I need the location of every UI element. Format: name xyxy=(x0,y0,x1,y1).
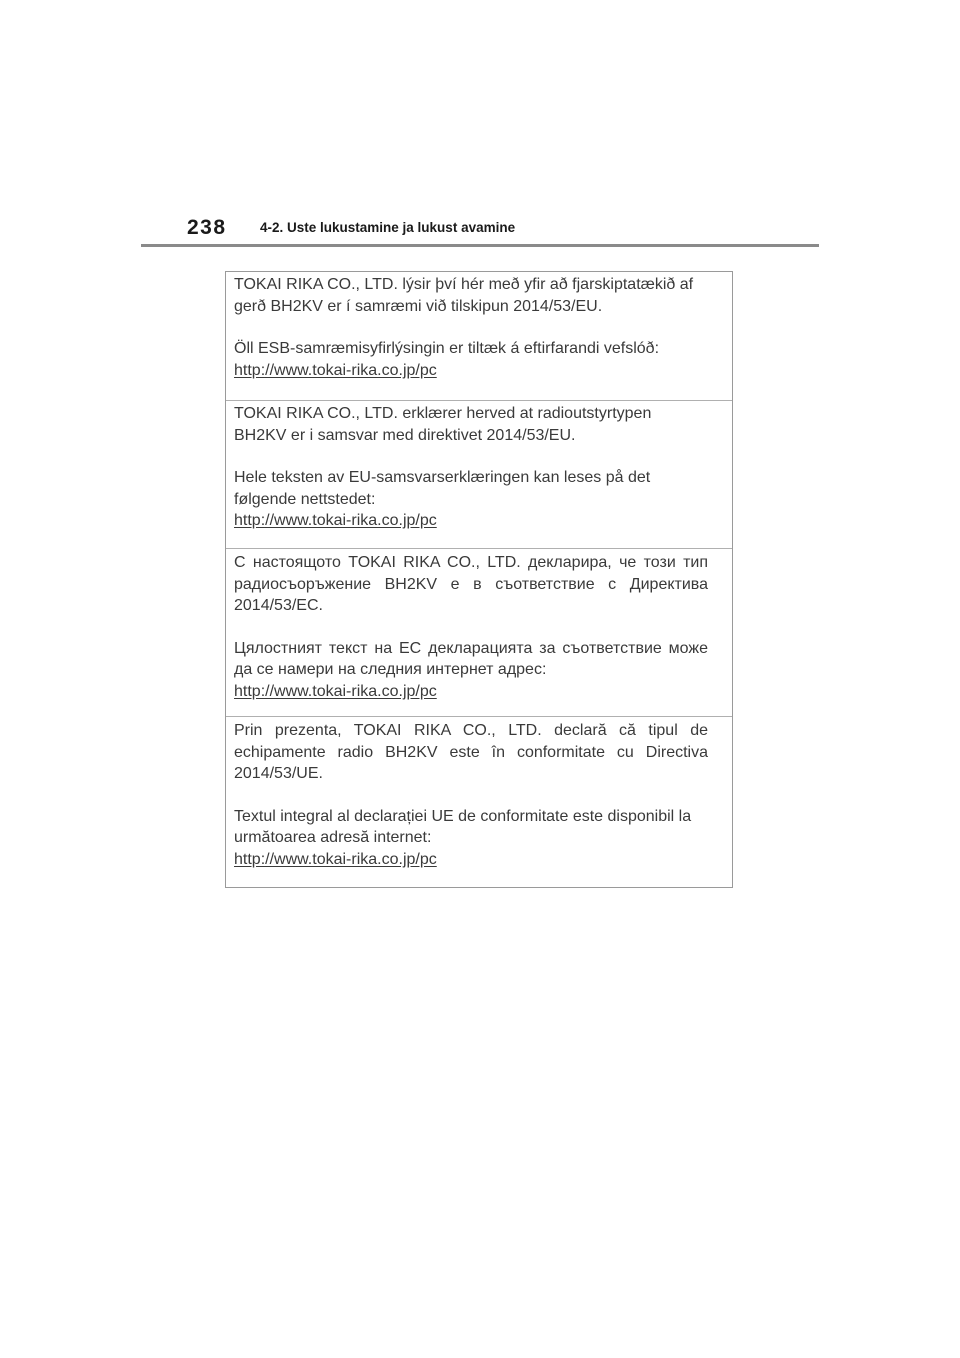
declaration-romanian xyxy=(226,716,732,887)
declaration-availability: Öll ESB-samræmisyfirlýsingin er tiltæk á eftirfarandi vefslóð: xyxy=(234,340,660,357)
declaration-availability: Textul integral al declarației UE de conformitate este disponibil la următoarea adresă internet: xyxy=(234,807,692,846)
declaration-availability: Цялостният текст на ЕС декларацията за съответствие може да се намери на следния интернет адрес: xyxy=(234,639,708,678)
declaration-url-link[interactable]: http://www.tokai-rika.co.jp/pc xyxy=(234,682,437,700)
declaration-url-link[interactable]: http://www.tokai-rika.co.jp/pc xyxy=(234,361,437,379)
declaration-url-link[interactable]: http://www.tokai-rika.co.jp/pc xyxy=(234,512,437,529)
page-header xyxy=(141,214,819,248)
header-divider xyxy=(141,244,819,247)
declaration-statement: TOKAI RIKA CO., LTD. lýsir því hér með yfir að fjarskiptatækið af gerð BH2KV er í samræmi við tilskipun 2014/53/EU. xyxy=(234,276,694,315)
declarations-box xyxy=(225,271,733,888)
declaration-url-link[interactable]: http://www.tokai-rika.co.jp/pc xyxy=(234,850,437,868)
declaration-bulgarian xyxy=(226,548,732,716)
declaration-norwegian xyxy=(226,400,732,548)
declaration-statement: С настоящото TOKAI RIKA CO., LTD. декларира, че този тип радиосъоръжение BH2KV е в съответствие с Директива 2014/53/ЕС. xyxy=(234,554,708,614)
section-title: 4-2. Uste lukustamine ja lukust avamine xyxy=(260,220,516,235)
declaration-statement: TOKAI RIKA CO., LTD. erklærer herved at radioutstyrtypen BH2KV er i samsvar med direktivet 2014/53/EU. xyxy=(234,405,652,444)
page-number: 238 xyxy=(187,216,227,239)
declaration-statement: Prin prezenta, TOKAI RIKA CO., LTD. declară că tipul de echipamente radio BH2KV este în conformitate cu Directiva 2014/53/UE. xyxy=(234,722,708,782)
declaration-icelandic xyxy=(226,272,732,400)
declaration-availability: Hele teksten av EU-samsvarserklæringen kan leses på det følgende nettstedet: xyxy=(234,469,651,508)
